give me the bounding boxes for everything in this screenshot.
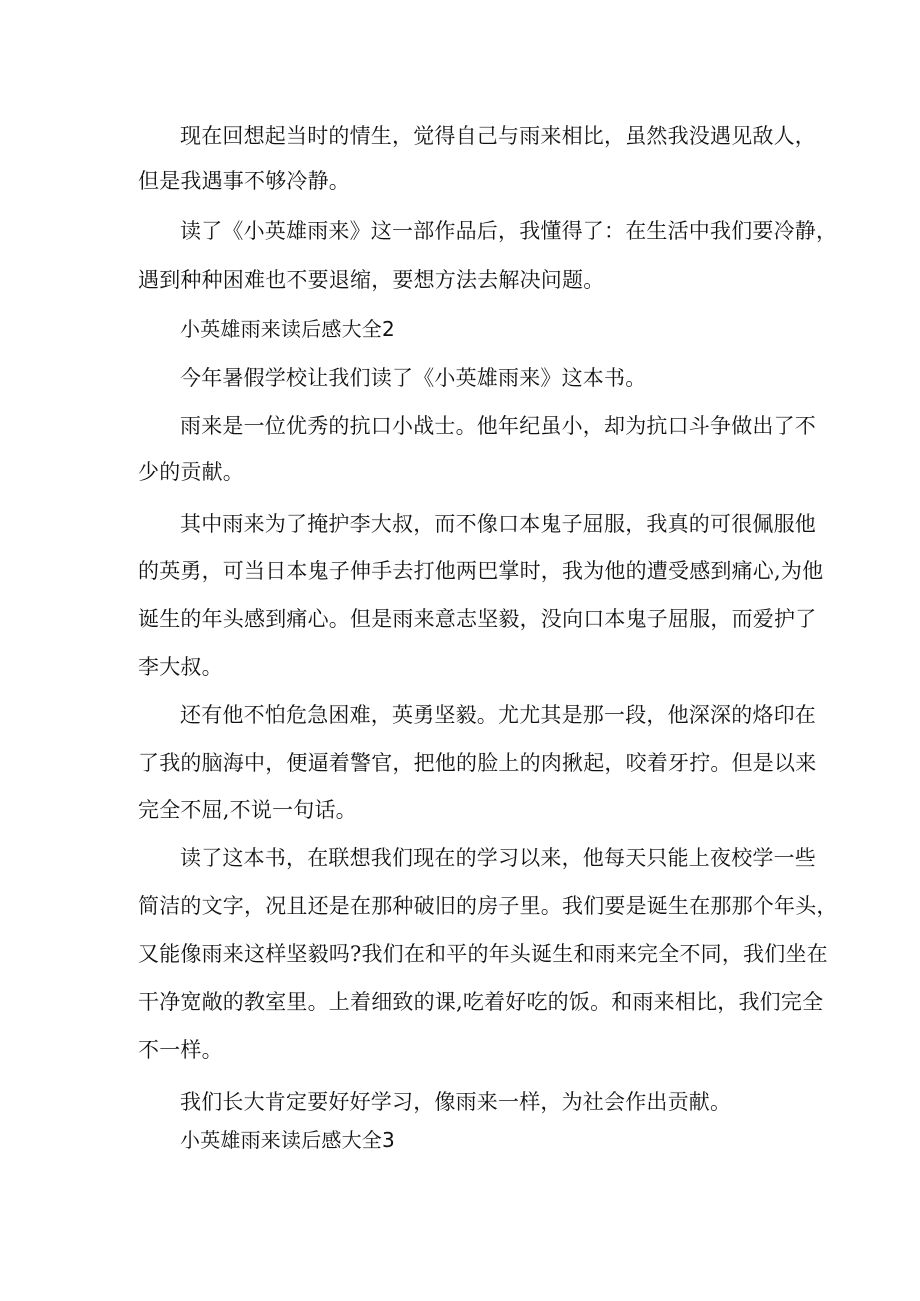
paragraph-5-line-1: 其中雨来为了掩护李大叔，而不像口本鬼子屈服，我真的可很佩服他 bbox=[180, 512, 816, 536]
paragraph-7-line-4: 干净宽敞的教室里。上着细致的课,吃着好吃的饭。和雨来相比，我们完全 bbox=[138, 990, 824, 1014]
paragraph-5-line-3: 诞生的年头感到痛心。但是雨来意志坚毅，没向口本鬼子屈服，而爱护了 bbox=[138, 607, 817, 631]
paragraph-2-line-2: 遇到种种困难也不要退缩，要想方法去解决问题。 bbox=[138, 268, 605, 292]
paragraph-2-line-1: 读了《小英雄雨来》这一部作品后，我懂得了：在生活中我们要冷静， bbox=[180, 219, 838, 243]
paragraph-5-line-4: 李大叔。 bbox=[138, 655, 223, 679]
paragraph-1-line-1: 现在回想起当时的情生，觉得自己与雨来相比，虽然我没遇见敌人， bbox=[180, 124, 816, 148]
paragraph-6-line-3: 完全不屈,不说一句话。 bbox=[138, 798, 357, 822]
paragraph-7-line-1: 读了这本书，在联想我们现在的学习以来，他每天只能上夜校学一些 bbox=[180, 846, 816, 870]
paragraph-6-line-2: 了我的脑海中，便逼着警官，把他的脸上的肉揪起，咬着牙拧。但是以来 bbox=[138, 751, 817, 775]
paragraph-4-line-1: 雨来是一位优秀的抗口小战士。他年纪虽小，却为抗口斗争做出了不 bbox=[180, 414, 816, 438]
section-heading-3: 小英雄雨来读后感大全3 bbox=[180, 1128, 395, 1152]
section-heading-2: 小英雄雨来读后感大全2 bbox=[180, 317, 395, 341]
paragraph-4-line-2: 少的贡献。 bbox=[138, 460, 244, 484]
paragraph-3-line-1: 今年暑假学校让我们读了《小英雄雨来》这本书。 bbox=[180, 366, 647, 390]
paragraph-7-line-2: 简洁的文字，况且还是在那种破旧的房子里。我们要是诞生在那那个年头， bbox=[138, 894, 838, 918]
paragraph-8-line-1: 我们长大肯定要好好学习，像雨来一样，为社会作出贡献。 bbox=[180, 1090, 732, 1114]
paragraph-5-line-2: 的英勇，可当日本鬼子伸手去打他两巴掌时，我为他的遭受感到痛心,为他 bbox=[138, 559, 824, 583]
paragraph-6-line-1: 还有他不怕危急困难，英勇坚毅。尤尤其是那一段，他深深的烙印在 bbox=[180, 703, 816, 727]
paragraph-7-line-5: 不一样。 bbox=[138, 1038, 223, 1062]
paragraph-1-line-2: 但是我遇事不够冷静。 bbox=[138, 169, 350, 193]
paragraph-7-line-3: 又能像雨来这样坚毅吗?我们在和平的年头诞生和雨来完全不同，我们坐在 bbox=[138, 942, 828, 966]
